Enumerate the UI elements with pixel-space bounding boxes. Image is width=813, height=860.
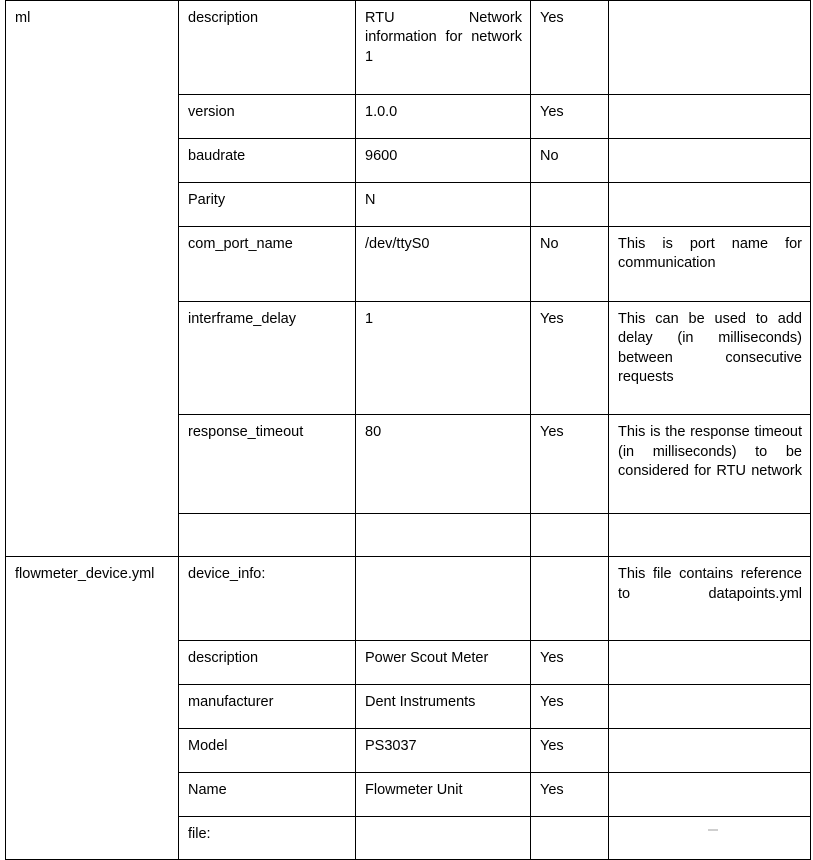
notes-cell-version xyxy=(609,95,811,139)
key-text: version xyxy=(188,104,235,121)
required-cell-device-description xyxy=(531,641,609,685)
page-edge-artifact xyxy=(708,829,718,831)
required-text: Yes xyxy=(540,650,564,667)
required-cell-baudrate xyxy=(531,139,609,183)
value-text: 1 xyxy=(365,310,374,327)
notes-text: This can be used to add delay (in milliseconds) between consecutive requests xyxy=(618,310,802,385)
required-cell-parity xyxy=(531,183,609,227)
value-text: 9600 xyxy=(365,148,398,165)
required-text: Yes xyxy=(540,424,564,441)
value-cell-baudrate xyxy=(356,139,531,183)
config-reference-table xyxy=(5,0,811,860)
notes-cell-baudrate xyxy=(609,139,811,183)
file-name-cell-flowmeter-device xyxy=(6,557,179,860)
key-text: Model xyxy=(188,738,228,755)
value-cell-parity xyxy=(356,183,531,227)
notes-cell-interframe-delay xyxy=(609,301,811,414)
key-text: description xyxy=(188,650,259,667)
key-cell-interframe-delay xyxy=(179,301,356,414)
key-text: description xyxy=(188,10,259,26)
required-cell-version xyxy=(531,95,609,139)
key-text: interframe_delay xyxy=(188,310,296,327)
notes-cell-description xyxy=(609,1,811,95)
value-text: Flowmeter Unit xyxy=(365,782,463,799)
notes-text: This is port name for communication xyxy=(618,236,802,272)
key-text: Name xyxy=(188,782,227,799)
key-cell-version xyxy=(179,95,356,139)
notes-text: This file contains reference to datapoints.yml xyxy=(618,566,802,602)
required-cell-com-port-name xyxy=(531,227,609,302)
file-name-cell-rtu-network xyxy=(6,1,179,557)
notes-cell-device-description xyxy=(609,641,811,685)
notes-cell-com-port-name xyxy=(609,227,811,302)
required-text: Yes xyxy=(540,104,564,121)
required-text: No xyxy=(540,236,559,253)
key-text: file: xyxy=(188,826,211,843)
required-text: Yes xyxy=(540,694,564,711)
value-cell-description xyxy=(356,1,531,95)
required-cell-description xyxy=(531,1,609,95)
notes-cell-empty xyxy=(609,514,811,557)
required-cell-interframe-delay xyxy=(531,301,609,414)
required-cell-empty xyxy=(531,514,609,557)
table-row xyxy=(6,557,811,641)
value-cell-manufacturer xyxy=(356,685,531,729)
value-cell-version xyxy=(356,95,531,139)
value-cell-file xyxy=(356,817,531,860)
required-text: Yes xyxy=(540,10,564,26)
key-cell-response-timeout xyxy=(179,415,356,514)
value-cell-model xyxy=(356,729,531,773)
required-cell-model xyxy=(531,729,609,773)
notes-cell-model xyxy=(609,729,811,773)
key-text: com_port_name xyxy=(188,236,293,253)
required-text: Yes xyxy=(540,782,564,799)
key-cell-device-description xyxy=(179,641,356,685)
required-cell-name xyxy=(531,773,609,817)
value-cell-device-info xyxy=(356,557,531,641)
value-cell-device-description xyxy=(356,641,531,685)
key-text: manufacturer xyxy=(188,694,274,711)
value-text: /dev/ttyS0 xyxy=(365,236,430,253)
key-cell-parity xyxy=(179,183,356,227)
key-cell-file xyxy=(179,817,356,860)
value-text: Power Scout Meter xyxy=(365,650,489,667)
required-text: Yes xyxy=(540,738,564,755)
required-cell-manufacturer xyxy=(531,685,609,729)
key-text: device_info: xyxy=(188,566,266,583)
required-cell-device-info xyxy=(531,557,609,641)
notes-cell-device-info xyxy=(609,557,811,641)
value-text: PS3037 xyxy=(365,738,417,755)
key-cell-name xyxy=(179,773,356,817)
table-row xyxy=(6,1,811,95)
notes-cell-name xyxy=(609,773,811,817)
value-text: Dent Instruments xyxy=(365,694,476,711)
key-text: Parity xyxy=(188,192,226,209)
key-text: response_timeout xyxy=(188,424,304,441)
key-cell-empty xyxy=(179,514,356,557)
notes-text: This is the response timeout (in milliseconds) to be considered for RTU network xyxy=(618,424,802,479)
key-cell-baudrate xyxy=(179,139,356,183)
notes-cell-parity xyxy=(609,183,811,227)
value-text: 1.0.0 xyxy=(365,104,398,121)
file-name-text: ml xyxy=(15,10,31,26)
key-cell-manufacturer xyxy=(179,685,356,729)
value-cell-interframe-delay xyxy=(356,301,531,414)
value-text: RTU Network information for network 1 xyxy=(365,10,522,65)
value-text: 80 xyxy=(365,424,382,441)
key-cell-description xyxy=(179,1,356,95)
notes-cell-response-timeout xyxy=(609,415,811,514)
key-cell-model xyxy=(179,729,356,773)
value-cell-empty xyxy=(356,514,531,557)
required-text: No xyxy=(540,148,559,165)
value-text: N xyxy=(365,192,376,209)
required-text: Yes xyxy=(540,310,564,327)
required-cell-file xyxy=(531,817,609,860)
notes-cell-manufacturer xyxy=(609,685,811,729)
value-cell-name xyxy=(356,773,531,817)
required-cell-response-timeout xyxy=(531,415,609,514)
key-cell-device-info xyxy=(179,557,356,641)
file-name-text: flowmeter_device.yml xyxy=(15,566,155,583)
value-cell-com-port-name xyxy=(356,227,531,302)
notes-cell-file xyxy=(609,817,811,860)
key-text: baudrate xyxy=(188,148,246,165)
key-cell-com-port-name xyxy=(179,227,356,302)
value-cell-response-timeout xyxy=(356,415,531,514)
